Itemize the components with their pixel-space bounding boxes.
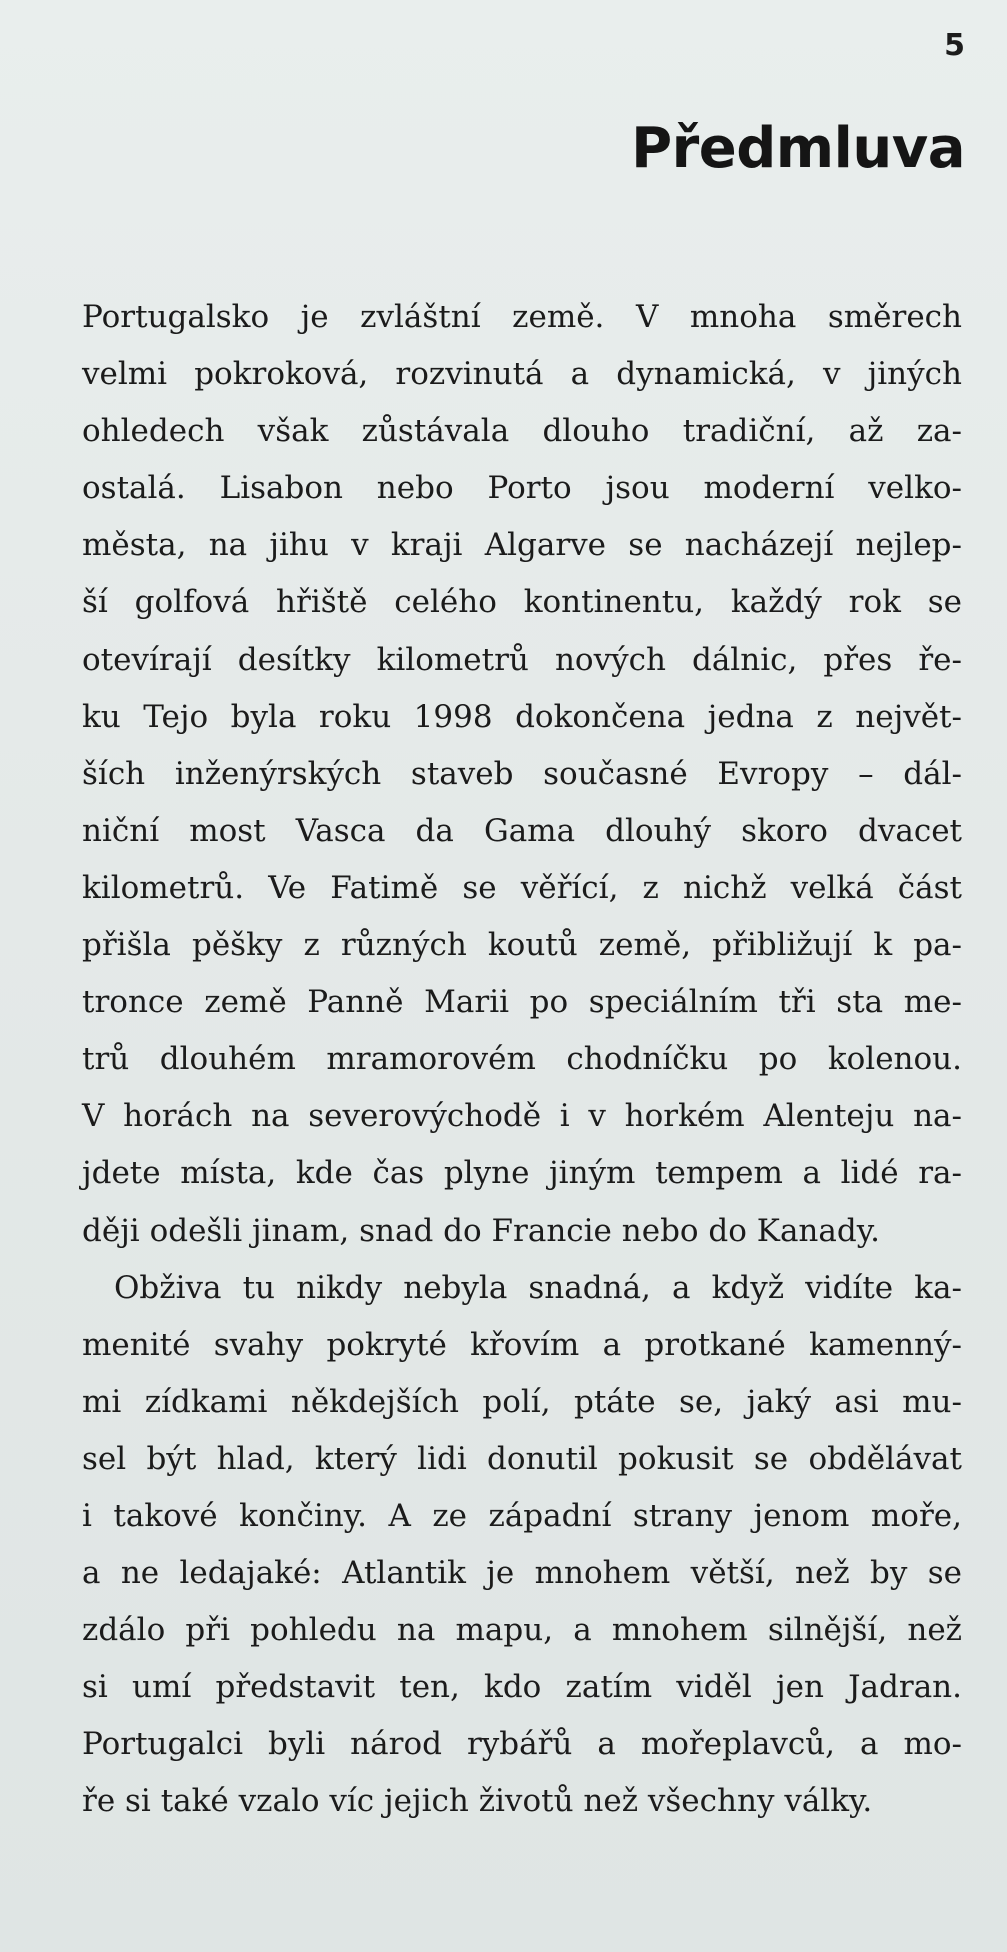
chapter-title: Předmluva xyxy=(631,116,965,181)
body-text xyxy=(82,289,962,1831)
paragraph-1 xyxy=(82,289,962,1260)
text-line: města, na jihu v kraji Algarve se nacházejí nejlep- xyxy=(82,527,962,564)
text-line: otevírají desítky kilometrů nových dálnic, přes ře- xyxy=(82,641,962,678)
text-line: kilometrů. Ve Fatimě se věřící, z nichž velká část xyxy=(82,869,962,906)
text-line: V horách na severovýchodě i v horkém Alenteju na- xyxy=(82,1098,962,1135)
text-line: i takové končiny. A ze západní strany jenom moře, xyxy=(82,1497,962,1534)
text-line: mi zídkami někdejších polí, ptáte se, jaký asi mu- xyxy=(82,1383,962,1420)
text-line: velmi pokroková, rozvinutá a dynamická, v jiných xyxy=(82,356,962,393)
text-line: ději odešli jinam, snad do Francie nebo do Kanady. xyxy=(82,1212,880,1249)
text-line: zdálo při pohledu na mapu, a mnohem silnější, než xyxy=(82,1612,962,1649)
text-line: trů dlouhém mramorovém chodníčku po kolenou. xyxy=(82,1041,962,1078)
page-number: 5 xyxy=(944,28,965,63)
text-line: ších inženýrských staveb současné Evropy – dál- xyxy=(82,755,962,792)
text-line: ší golfová hřiště celého kontinentu, každý rok se xyxy=(82,584,962,621)
text-line: a ne ledajaké: Atlantik je mnohem větší, než by se xyxy=(82,1555,962,1592)
text-line: Obživa tu nikdy nebyla snadná, a když vidíte ka- xyxy=(114,1269,962,1306)
text-line: ře si také vzalo víc jejich životů než všechny války. xyxy=(82,1783,873,1820)
paragraph-2 xyxy=(82,1260,962,1831)
text-line: si umí představit ten, kdo zatím viděl jen Jadran. xyxy=(82,1669,962,1706)
text-line: ostalá. Lisabon nebo Porto jsou moderní velko- xyxy=(82,470,962,507)
text-line: ohledech však zůstávala dlouho tradiční, až za- xyxy=(82,413,962,450)
text-line: jdete místa, kde čas plyne jiným tempem a lidé ra- xyxy=(82,1155,962,1192)
text-line: menité svahy pokryté křovím a protkané kamenný- xyxy=(82,1326,962,1363)
text-line: troncе země Panně Marii po speciálním tři sta me- xyxy=(82,984,962,1021)
text-line: Portugalci byli národ rybářů a mořeplavců, a mo- xyxy=(82,1726,962,1763)
text-line: Portugalsko je zvláštní země. V mnoha směrech xyxy=(82,299,962,335)
text-line: přišla pěšky z různých koutů země, přibližují k pa- xyxy=(82,927,962,964)
text-line: sel být hlad, který lidi donutil pokusit se obdělávat xyxy=(82,1440,962,1477)
text-line: ku Tejo byla roku 1998 dokončena jedna z největ- xyxy=(82,698,962,735)
text-line: niční most Vasca da Gama dlouhý skoro dvacet xyxy=(82,812,962,849)
